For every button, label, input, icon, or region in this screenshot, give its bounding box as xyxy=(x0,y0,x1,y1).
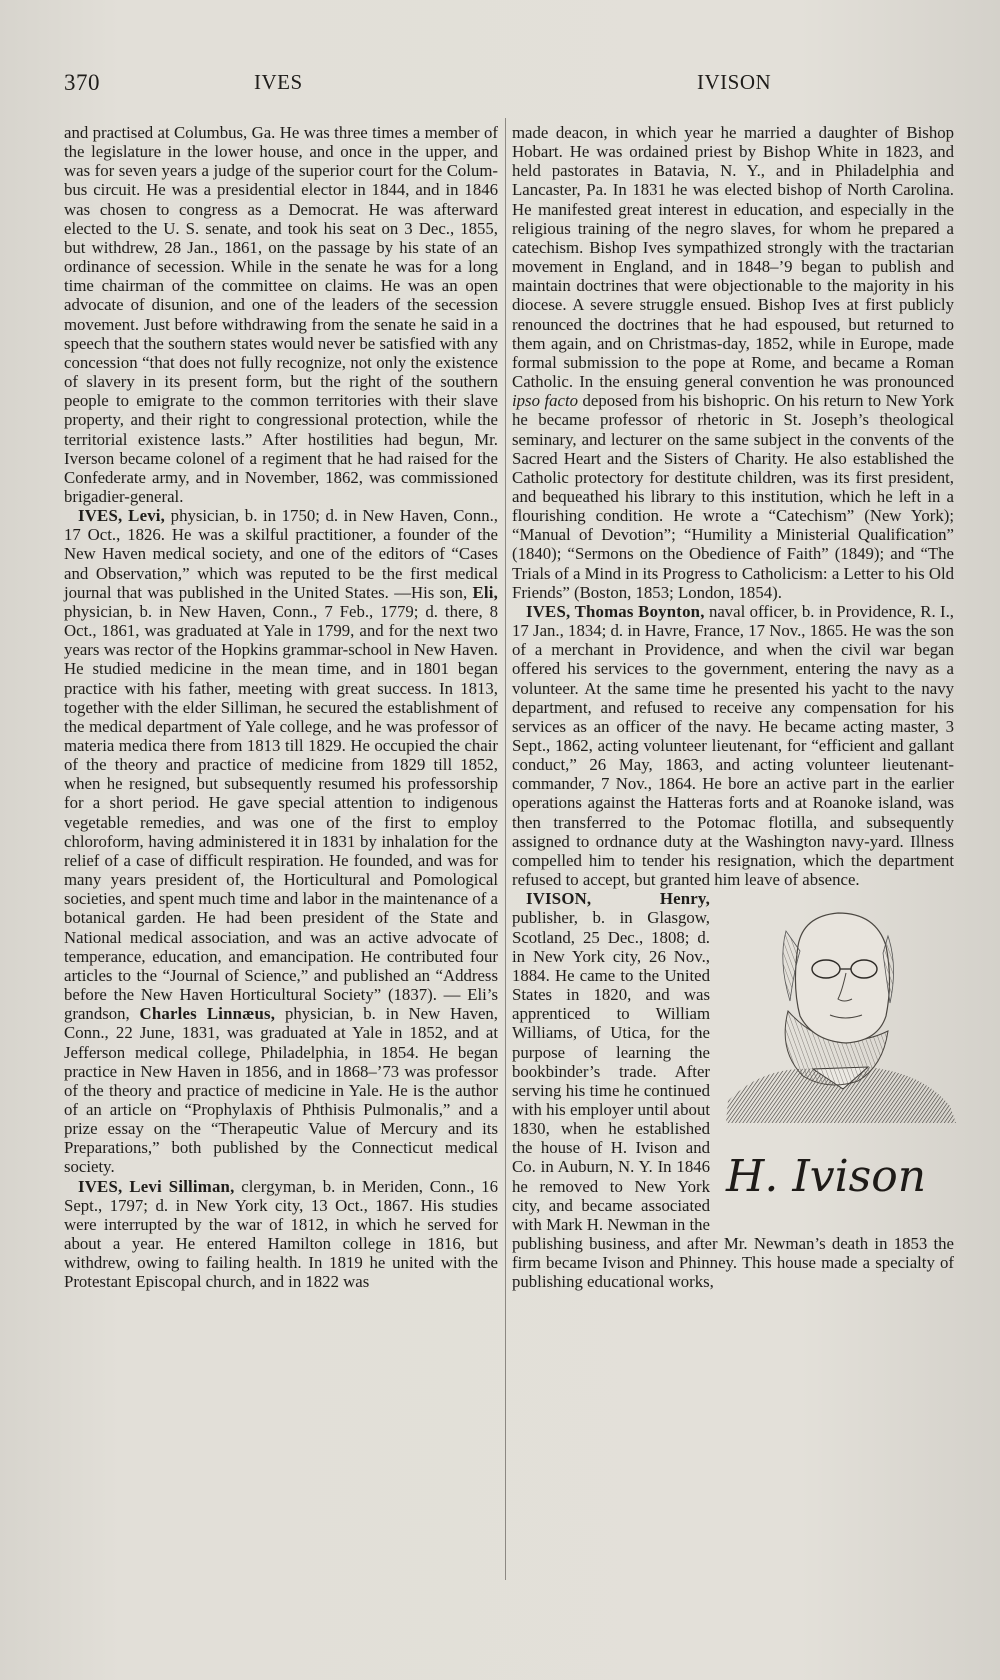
entry-ivison-henry xyxy=(512,889,954,1291)
entry-text: physician, b. in 1750; d. in New Haven, Conn., 17 Oct., 1826. He was a skilful practitioner, a founder of the New Haven medical society, and one of the editors of “Cases and Observation,” which was reputed to be the first medical journal that was published in the United States. —His son, xyxy=(64,506,498,602)
entry-text: made deacon, in which year he married a daughter of Bishop Hobart. He was ordained priest by Bishop White in 1823, and held pastorates in Batavia, N. Y., and in Philadelphia and Lancaster, Pa. In 1831 he was elected bishop of North Carolina. He manifested great interest in education, and especially in the religious training of the negro slaves, for whom he prepared a catechism. Bishop Ives sympathized strongly with the tractarian movement in England, and in 1848–’9 began to publish and maintain doctrines that were objectionable to the majority in his diocese. A severe struggle ensued. Bishop Ives at first publicly renounced the doctrines that he had espoused, but returned to them again, and on Christmas-day, 1852, while in Europe, made formal submission to the pope at Rome, and became a Roman Catholic. In the ensuing general convention he was pronounced xyxy=(512,123,954,392)
entry-subheading: Charles Linnæus, xyxy=(139,1004,276,1024)
entry-ives-levi xyxy=(64,506,498,1176)
entry-heading: IVES, Thomas Boynton, xyxy=(526,601,705,621)
portrait-engraving xyxy=(718,891,960,1221)
signature-text: H. Ivison xyxy=(726,1151,927,1203)
ives-levi-silliman-continuation xyxy=(512,123,954,602)
entry-text: physician, b. in New Haven, Conn., 22 June, 1831, was graduated at Yale in 1852, and at Jefferson medical college, Philadelphia, in 1854. He began practice in New Haven in 1856, and in 1868–’73 was professor of the theory and practice of medicine in Yale. He is the author of an article on “Prophylaxis of Phthisis Pulmonalis,” and a prize essay on the “Therapeutic Value of Mercury and its Preparations,” both published by the Connecticut medical society. xyxy=(64,1004,498,1177)
column-divider xyxy=(505,118,506,1580)
portrait-illustration xyxy=(718,891,960,1221)
left-column xyxy=(64,123,498,1292)
page-header xyxy=(64,70,944,100)
italic-phrase: ipso facto xyxy=(512,391,579,411)
iverson-continuation: and practised at Columbus, Ga. He was three times a member of the legislature in the lower house, and once in the upper, and was for seven years a judge of the superior court for the Columbus circuit. He was a presidential elector in 1844, and in 1846 was chosen to congress as a Democrat. He was afterward elected to the U. S. senate, and took his seat on 3 Dec., 1855, but withdrew, 28 Jan., 1861, on the passage by his state of an ordinance of secession. While in the senate he was for a long time chairman of the committee on claims. He was an open advocate of disunion, and one of the leaders of the secession movement. Just before withdrawing from the senate he said in a speech that the southern states would never be satisfied with any concession “that does not fully recognize, not only the existence of slavery in its present form, but the right of the southern people to emigrate to the common territories with their slave property, and their right to congressional protection, while the territorial existence lasts.” After hostilities had begun, Mr. Iverson became colonel of a regiment that he had raised for the Confederate army, and in November, 1862, was commissioned brigadier-general. xyxy=(64,123,498,506)
entry-heading: IVISON, Henry, xyxy=(526,889,710,909)
entry-ives-levi-silliman xyxy=(64,1177,498,1292)
page-number: 370 xyxy=(64,70,100,95)
entry-text: clergyman, b. in Meriden, Conn., 16 Sept., 1797; d. in New York city, 13 Oct., 1867. His studies were interrupted by the war of 1812, in which he served for about a year. He entered Hamilton college in 1816, but withdrew, owing to failing health. In 1819 he united with the Protestant Episcopal church, and in 1822 was xyxy=(64,1176,498,1292)
entry-text: publisher, b. in Glasgow, Scotland, 25 Dec., 1808; d. in New York city, 26 Nov., 1884. He came to the United States in 1820, and was apprenticed to William Williams, of Utica, for the purpose of learning the bookbinder’s trade. After serving his time he continued with his employer until about 1830, when he established the house of H. Ivison and Co. in Auburn, N. Y. In 1846 he removed to New York city, and became associated with Mark H. Newman in the publishing business, and after Mr. Newman’s death in 1853 the firm became Ivison and Phinney. This house made a specialty of publishing educational works, xyxy=(512,908,954,1292)
face-shape xyxy=(795,913,889,1043)
entry-text: physician, b. in New Haven, Conn., 7 Feb., 1779; d. there, 8 Oct., 1861, was graduated at Yale in 1799, and for the next two years was rector of the Hopkins grammar-school in New Haven. He studied medicine in the mean time, and in 1801 began practice with his father, meeting with great success. In 1813, together with the elder Silliman, he secured the establishment of the medical department of Yale college, and he was professor of materia medica there from 1813 till 1829. He occupied the chair of the theory and practice of medicine from 1829 till 1852, when he resigned, but subsequently resumed his professorship for a short period. He gave special attention to indigenous vegetable remedies, and was one of the first to employ chloroform, having administered it in 1831 by inhalation for the relief of a case of difficult respiration. He founded, and was for many years president of, the Horticultural and Pomological societies, and spent much time and labor in the maintenance of a botanical garden. He had been president of the State and National medical association, and was an active advocate of temperance, education, and emancipation. He contributed four articles to the “Journal of Science,” and published an “Address before the New Haven Horticultural Society” (1837). — Eli’s grandson, xyxy=(64,601,498,1024)
entry-heading: IVES, Levi, xyxy=(78,506,166,526)
left-running-head: IVES xyxy=(254,70,303,94)
right-column xyxy=(512,123,954,1292)
entry-ives-thomas-boynton xyxy=(512,602,954,889)
entry-text: naval officer, b. in Providence, R. I., 17 Jan., 1834; d. in Havre, France, 17 Nov., 1865. He was the son of a merchant in Providence, and when the civil war began offered his services to the government, entering the navy as a volunteer. At the same time he presented his yacht to the navy department, and refused to receive any compensation for his services as an officer of the navy. He became acting master, 3 Sept., 1862, acting volunteer lieutenant, for “efficient and gallant conduct,” 26 May, 1863, and acting volunteer lieutenant-commander, 7 Nov., 1864. He bore an active part in the earlier operations against the Hatteras forts and at Roanoke island, was then transferred to the Potomac flotilla, and subsequently assigned to ordnance duty at the Washington navy-yard. Illness compelled him to tender his resignation, which the department refused to accept, but granted him leave of absence. xyxy=(512,601,954,890)
right-running-head: IVISON xyxy=(697,70,772,94)
entry-text: deposed from his bishopric. On his return to New York he became professor of rhetoric in St. Joseph’s theological seminary, and lecturer on the same subject in the convents of the Sacred Heart and the Sisters of Charity. He also established the Catholic protectory for destitute children, was its first president, and bequeathed his library to this institution, which he left in a flourishing condition. He wrote a “Catechism” (New York); “Manual of Devotion”; “Humility a Ministerial Qualification” (1840); “Sermons on the Obedience of Faith” (1849); and “The Trials of a Mind in its Progress to Catholicism: a Letter to his Old Friends” (Boston, 1853; London, 1854). xyxy=(512,391,954,602)
entry-heading: IVES, Levi Silliman, xyxy=(78,1176,235,1196)
entry-subheading: Eli, xyxy=(472,582,498,602)
